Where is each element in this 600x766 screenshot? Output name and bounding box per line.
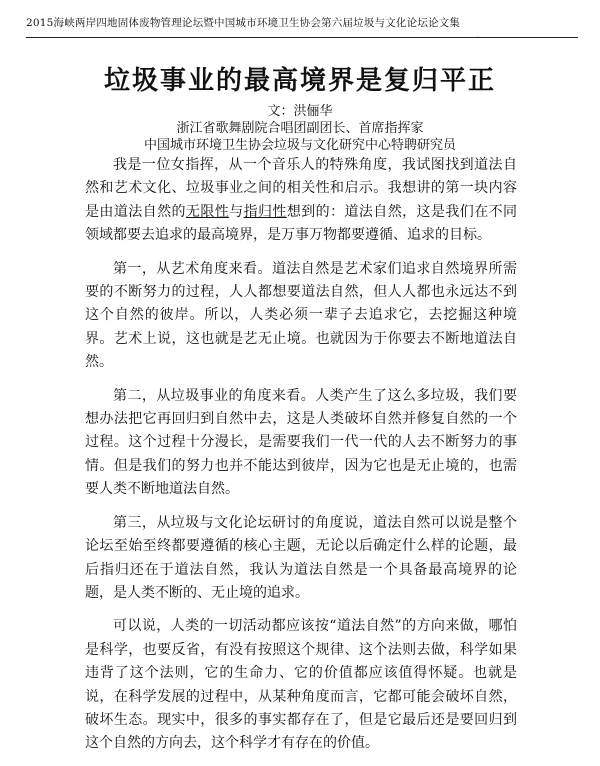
underlined-term-infinity: 无限性	[185, 203, 230, 220]
paragraph-1-text-b: 与	[229, 203, 244, 220]
author-line: 文：洪俪华	[267, 104, 333, 119]
paragraph-1-text-a: 我是一位女指挥，从一个音乐人的特殊角度，我试图找到道法自然和艺术文化、垃圾事业之间的相关性和启示。我想讲的第一块内容是由道法自然的	[85, 157, 517, 220]
paragraph-4: 第三，从垃圾与文化论坛研讨的角度说，道法自然可以说是整个论坛至始至终都要遵循的核心主题，无论以后确定什么样的论题，最后指归还在于道法自然，我认为道法自然是一个具备最高境界的论题，是人类不断的、无止境的追求。	[85, 514, 517, 601]
article-body	[85, 154, 517, 766]
underlined-term-direction: 指归性	[243, 203, 287, 220]
header-divider	[26, 37, 578, 38]
paragraph-2: 第一，从艺术角度来看。道法自然是艺术家们追求自然境界所需要的不断努力的过程，人人都想要道法自然，但人人都也永远达不到这个自然的彼岸。所以，人类必须一辈子去追求它，去挖掘这种境界。艺术上说，这也就是艺无止境。也就因为于你要去不断地道法自然。	[85, 260, 517, 371]
paragraph-3: 第二，从垃圾事业的角度来看。人类产生了这么多垃圾，我们要想办法把它再回归到自然中去，这是人类破坏自然并修复自然的一个过程。这个过程十分漫长，是需要我们一代一代的人去不断努力的事情。但是我们的努力也并不能达到彼岸，因为它也是无止境的，也需要人类不断地道法自然。	[85, 387, 517, 498]
paragraph-1	[85, 154, 517, 248]
running-header: 2015海峡两岸四地固体废物管理论坛暨中国城市环境卫生协会第六届垃圾与文化论坛论文集	[26, 17, 461, 29]
header-mark: -	[476, 33, 480, 43]
affiliation-line-2: 中国城市环境卫生协会垃圾与文化研究中心特聘研究员	[143, 138, 456, 153]
affiliation-line-1: 浙江省歌舞剧院合唱团副团长、首席指挥家	[176, 121, 424, 136]
paragraph-1-text-c: 想到的：道法自然，这是我们在不同领域都要去追求的最高境界，是万事万物都要遵循、追求的目标。	[85, 203, 518, 244]
article-title: 垃圾事业的最高境界是复归平正	[103, 66, 496, 96]
paragraph-5: 可以说，人类的一切活动都应该按“道法自然”的方向来做，哪怕是科学，也要反省，有没有按照这个规律、这个法则去做，科学如果违背了这个法则，它的生命力、它的价值都应该值得怀疑。也就是说，在科学发展的过程中，从某种角度而言，它都可能会破坏自然，破坏生态。现实中，很多的事实都存在了，但是它最后还是要回归到这个自然的方向去，这个科学才有存在的价值。	[85, 618, 517, 752]
